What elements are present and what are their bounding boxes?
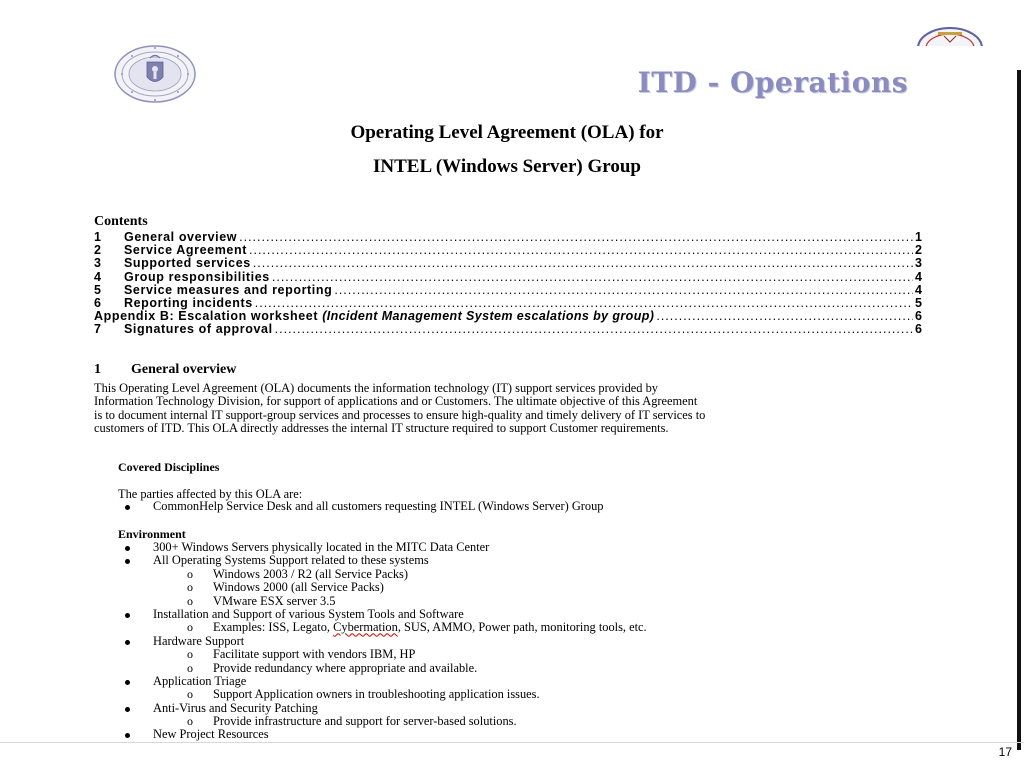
section-number: 1 [94, 362, 101, 377]
toc-entry-page: 6 [915, 322, 922, 337]
footer-divider [0, 742, 1024, 743]
toc-entry-number: 5 [94, 282, 101, 297]
toc-entry-number: 2 [94, 243, 101, 258]
toc-entry-number: 7 [94, 322, 101, 337]
toc-leader-dots [334, 284, 913, 297]
toc-entry-label-text: Service Agreement [124, 243, 247, 258]
parties-intro-text: The parties affected by this OLA are: [118, 487, 303, 501]
sub-list-item [118, 621, 647, 634]
toc-entry-page: 3 [915, 256, 922, 271]
contents-heading: Contents [94, 214, 148, 229]
list-item: CommonHelp Service Desk and all customers requesting INTEL (Windows Server) Group [118, 500, 604, 513]
sub-list-item: o Facilitate support with vendors IBM, HP [118, 648, 647, 661]
toc-entry-page: 6 [915, 309, 922, 324]
brand-title: ITD - Operations [637, 66, 908, 99]
list-item: All Operating Systems Support related to these systems [118, 554, 647, 567]
sub-list-item: o Windows 2000 (all Service Packs) [118, 581, 647, 594]
sub-list-item: o Provide redundancy where appropriate and available. [118, 662, 647, 675]
table-of-contents [94, 231, 922, 337]
toc-entry-label-text: Supported services [124, 256, 251, 271]
list-item: Anti-Virus and Security Patching [118, 702, 647, 715]
toc-entry-page: 2 [915, 243, 922, 258]
environment-list [118, 541, 647, 742]
toc-entry-page: 5 [915, 295, 922, 310]
section-heading [94, 362, 236, 378]
environment-heading: Environment [118, 527, 186, 541]
sub-list-item: o Support Application owners in troubleshooting application issues. [118, 688, 647, 701]
document-title-line-1: Operating Level Agreement (OLA) for [350, 122, 664, 143]
toc-entry-label-text: Service measures and reporting [124, 282, 333, 297]
list-item: Application Triage [118, 675, 647, 688]
list-item: New Project Resources [118, 728, 647, 741]
toc-entry-label-text: General overview [124, 230, 238, 244]
document-title-line-2: INTEL (Windows Server) Group [373, 156, 641, 177]
list-item: Hardware Support [118, 635, 647, 648]
toc-entry-label-text: Signatures of approval [124, 322, 273, 337]
toc-entry[interactable] [94, 323, 922, 336]
paragraph-line: This Operating Level Agreement (OLA) documents the information technology (IT) support services provided by [94, 381, 658, 395]
list-item-text: , SUS, AMMO, Power path, monitoring tools, etc. [397, 620, 647, 635]
toc-entry-page: 4 [915, 269, 922, 284]
page-number: 17 [998, 745, 1012, 759]
toc-leader-dots [272, 271, 913, 284]
paragraph-line: customers of ITD. This OLA directly addresses the internal IT structure required to support Customer requirements. [94, 421, 669, 436]
spellcheck-flagged-word: Cybermation [333, 620, 398, 635]
toc-entry-label-italic: (Incident Management System escalations by group) [322, 309, 655, 324]
toc-entry-label-text: Appendix B: Escalation worksheet [94, 309, 323, 324]
toc-entry-label [124, 323, 273, 336]
list-item-text: Examples: ISS, Legato, [213, 620, 334, 635]
massachusetts-seal-icon [112, 44, 198, 104]
toc-entry-number: 1 [94, 230, 101, 244]
sub-list-item: o VMware ESX server 3.5 [118, 595, 647, 608]
overview-paragraph [94, 382, 924, 436]
toc-entry-label-text: Group responsibilities [124, 269, 270, 284]
toc-leader-dots [275, 323, 913, 336]
toc-entry-number: 6 [94, 295, 101, 310]
toc-leader-dots [253, 257, 913, 270]
agency-seal-icon [916, 26, 984, 46]
toc-entry-number: 3 [94, 256, 101, 271]
list-item: 300+ Windows Servers physically located in the MITC Data Center [118, 541, 647, 554]
sub-list-item: o Provide infrastructure and support for server-based solutions. [118, 715, 647, 728]
sub-list-item: o Windows 2003 / R2 (all Service Packs) [118, 568, 647, 581]
toc-leader-dots [656, 310, 913, 323]
paragraph-line: Information Technology Division, for support of applications and or Customers. The ultimate objective of this Agreement [94, 394, 698, 409]
toc-entry-number: 4 [94, 269, 101, 284]
toc-entry-page: 1 [915, 230, 922, 244]
list-item: Installation and Support of various System Tools and Software [118, 608, 647, 621]
page-right-rule [1017, 70, 1021, 750]
toc-entry-page: 4 [915, 282, 922, 297]
toc-leader-dots [249, 244, 913, 257]
toc-entry-label-text: Reporting incidents [124, 295, 253, 310]
parties-list [118, 500, 604, 513]
paragraph-line: is to document internal IT support-group services and processes to ensure high-quality and timely delivery of IT services to [94, 407, 706, 422]
toc-leader-dots [239, 231, 913, 244]
section-title: General overview [131, 362, 237, 377]
covered-disciplines-heading: Covered Disciplines [118, 460, 220, 474]
